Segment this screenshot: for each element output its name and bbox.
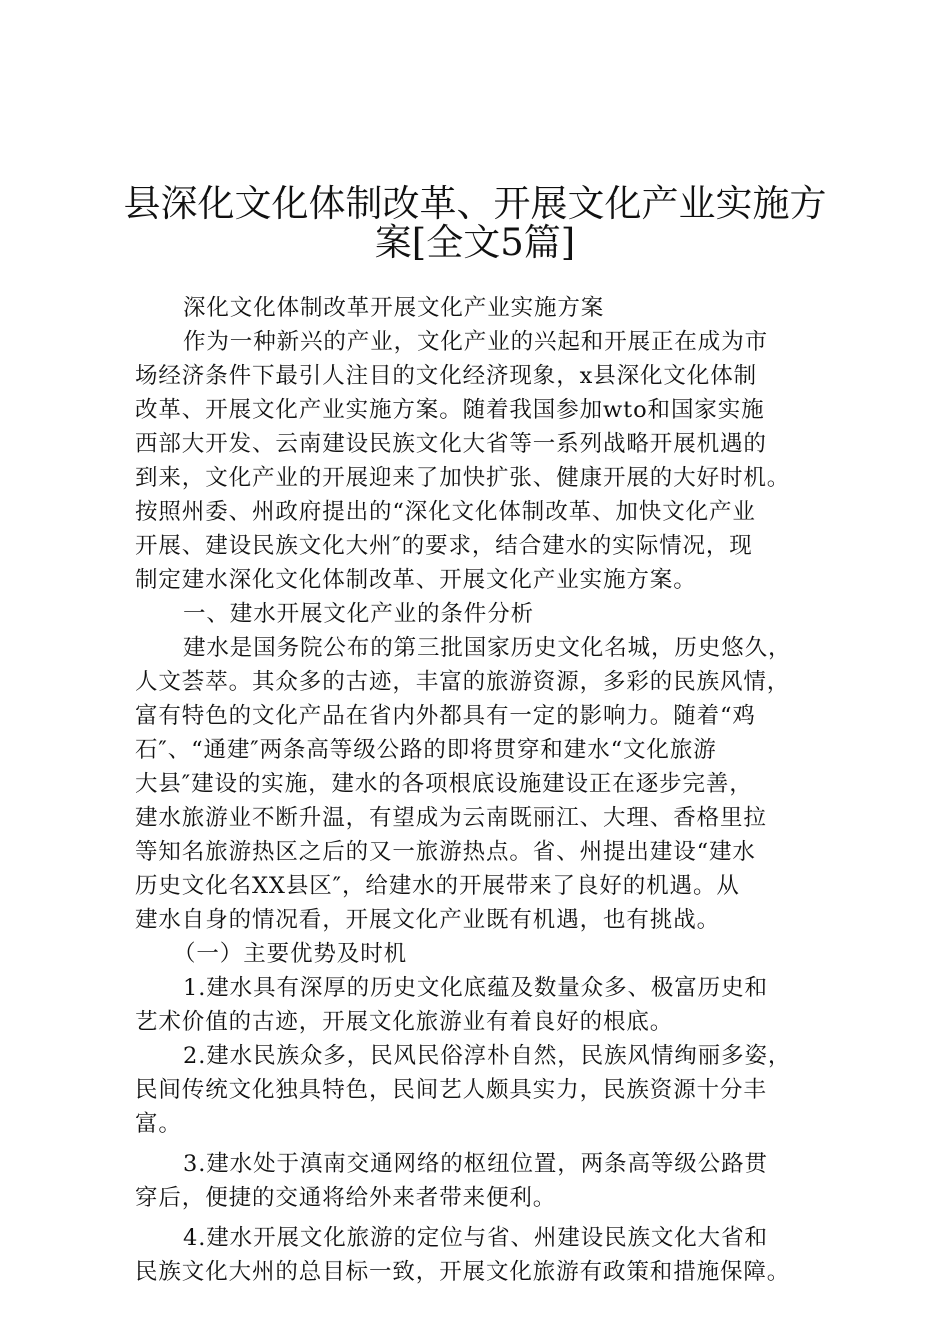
body-line: 作为一种新兴的产业，文化产业的兴起和开展正在成为市: [183, 329, 769, 355]
body-line: 建水是国务院公布的第三批国家历史文化名城，历史悠久，: [183, 635, 792, 661]
body-line: 深化文化体制改革开展文化产业实施方案: [183, 295, 605, 321]
body-line: 1.建水具有深厚的历史文化底蕴及数量众多、极富历史和: [183, 975, 768, 1001]
document-body: [135, 291, 835, 1289]
body-line: 到来，文化产业的开展迎来了加快扩张、健康开展的大好时机。: [135, 465, 791, 491]
body-line: 民间传统文化独具特色，民间艺人颇具实力，民族资源十分丰: [135, 1077, 767, 1103]
body-line: 民族文化大州的总目标一致，开展文化旅游有政策和措施保障。: [135, 1259, 791, 1285]
body-line: 富。: [135, 1111, 182, 1137]
body-line: 穿后，便捷的交通将给外来者带来便利。: [135, 1185, 557, 1211]
body-line: 石″、“通建″两条高等级公路的即将贯穿和建水“文化旅游: [135, 737, 717, 763]
body-line: 大县″建设的实施，建水的各项根底设施建设正在逐步完善，: [135, 771, 753, 797]
body-line: 2.建水民族众多，民风民俗淳朴自然，民族风情绚丽多姿，: [183, 1043, 792, 1069]
body-line: 按照州委、州政府提出的“深化文化体制改革、加快文化产业: [135, 499, 756, 525]
document-title-line-2: 案[全文5篇]: [374, 221, 576, 264]
body-line: 艺术价值的古迹，开展文化旅游业有着良好的根底。: [135, 1009, 674, 1035]
document-title-line-1: 县深化文化体制改革、开展文化产业实施方: [123, 182, 827, 225]
body-line: 改革、开展文化产业实施方案。随着我国参加wto和国家实施: [135, 397, 765, 423]
subsection-heading: （一）主要优势及时机: [173, 941, 408, 967]
body-line: 富有特色的文化产品在省内外都具有一定的影响力。随着“鸡: [135, 703, 756, 729]
body-line: 制定建水深化文化体制改革、开展文化产业实施方案。: [135, 567, 697, 593]
body-line: 历史文化名XX县区″，给建水的开展带来了良好的机遇。从: [135, 873, 740, 899]
body-line: 场经济条件下最引人注目的文化经济现象，x县深化文化体制: [135, 363, 757, 389]
body-line: 3.建水处于滇南交通网络的枢纽位置，两条高等级公路贯: [183, 1151, 768, 1177]
body-line: 建水旅游业不断升温，有望成为云南既丽江、大理、香格里拉: [135, 805, 767, 831]
body-line: 建水自身的情况看，开展文化产业既有机遇，也有挑战。: [135, 907, 721, 933]
body-line: 开展、建设民族文化大州″的要求，结合建水的实际情况，现: [135, 533, 753, 559]
body-line: 4.建水开展文化旅游的定位与省、州建设民族文化大省和: [183, 1225, 768, 1251]
body-line: 西部大开发、云南建设民族文化大省等一系列战略开展机遇的: [135, 431, 767, 457]
section-heading: 一、建水开展文化产业的条件分析: [183, 601, 535, 627]
body-line: 人文荟萃。其众多的古迹，丰富的旅游资源，多彩的民族风情，: [135, 669, 791, 695]
body-line: 等知名旅游热区之后的又一旅游热点。省、州提出建设“建水: [135, 839, 756, 865]
